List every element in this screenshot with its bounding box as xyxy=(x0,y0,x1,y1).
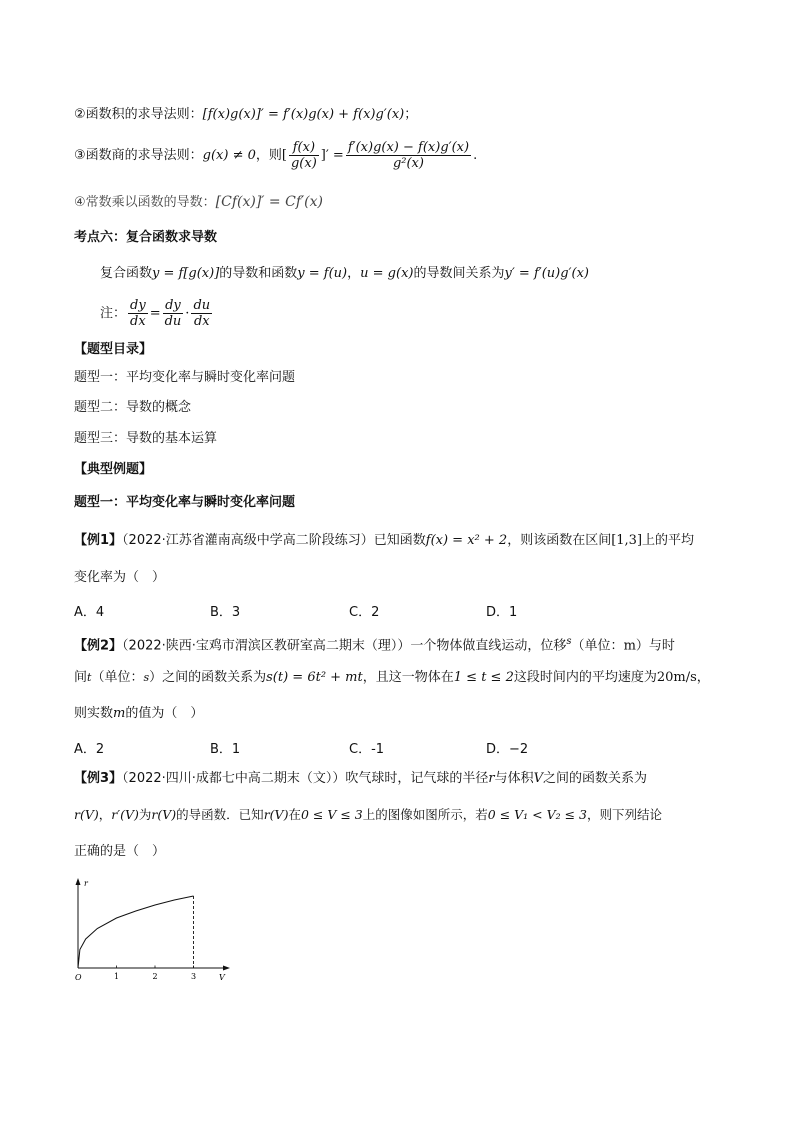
x-tick-label: 2 xyxy=(152,972,158,981)
example-3-line-1: 【例3】（2022·四川·成都七中高二期末（文））吹气球时，记气球的半径r与体积V之间的函数关系为 xyxy=(74,771,648,786)
example-3-line-3: 正确的是（ ） xyxy=(74,844,166,859)
rule-constant: ④常数乘以函数的导数：[Cf(x)]′ = Cf′(x) xyxy=(74,194,323,210)
catalog-item: 题型一：平均变化率与瞬时变化率问题 xyxy=(74,370,296,385)
examples-heading: 【典型例题】 xyxy=(74,462,153,477)
example-2-line-2: 间t（单位：s）之间的函数关系为s(t) = 6t² + mt，且这一物体在1 ≤ t ≤ 2这段时间内的平均速度为20m/s， xyxy=(74,670,710,685)
r-curve xyxy=(78,896,194,968)
section-six-title: 考点六：复合函数求导数 xyxy=(74,230,218,245)
origin-label: O xyxy=(75,973,82,982)
rule-product: ②函数积的求导法则：[f(x)g(x)]′ = f′(x)g(x) + f(x)g′(x)； xyxy=(74,107,418,122)
x-axis-arrow xyxy=(223,966,230,971)
note-fraction-3: $\frac{du}{dx}$ xyxy=(193,298,211,329)
catalog-heading: 【题型目录】 xyxy=(74,342,153,357)
example-1-option-c[interactable]: C．2 xyxy=(349,605,380,620)
composite-rule: 复合函数y = f[g(x)]的导数和函数y = f(u)，u = g(x)的导数间关系为y′ = f′(u)g′(x) xyxy=(100,266,589,281)
x-tick-label: 3 xyxy=(191,972,197,981)
example-2-option-d[interactable]: D．−2 xyxy=(486,742,529,757)
r-of-v-graph xyxy=(66,876,236,986)
catalog-item: 题型三：导数的基本运算 xyxy=(74,431,218,446)
y-axis-arrow xyxy=(76,878,81,885)
type-one-title: 题型一：平均变化率与瞬时变化率问题 xyxy=(74,495,296,510)
example-1-line-2: 变化率为（ ） xyxy=(74,570,166,585)
x-tick-label: 1 xyxy=(114,972,120,981)
example-1-option-b[interactable]: B．3 xyxy=(210,605,241,620)
rule-quotient: ③函数商的求导法则：g(x) ≠ 0，则[ $\frac{f(x)}{g(x)}$ ]′ = $\frac{f'(x)g(x) - f(x)g'(x)}{\text{g²(x)}}$ . xyxy=(74,140,478,171)
y-axis-label: r xyxy=(84,879,88,888)
quotient-inner-fraction: $\frac{f(x)}{g(x)}$ xyxy=(290,140,317,171)
quotient-result-fraction: $\frac{f'(x)g(x) - f(x)g'(x)}{\text{g²(x)}}$ xyxy=(347,140,470,171)
note-fraction-1: $\frac{dy}{dx}$ xyxy=(130,298,146,329)
example-2-line-3: 则实数m的值为（ ） xyxy=(74,706,204,721)
example-2-option-c[interactable]: C．-1 xyxy=(349,742,385,757)
example-2-option-b[interactable]: B．1 xyxy=(210,742,241,757)
example-2-option-a[interactable]: A．2 xyxy=(74,742,105,757)
composite-note: 注： $\frac{dy}{dx}$ = $\frac{dy}{du}$ · $\frac{du}{dx}$ xyxy=(100,298,211,329)
example-1-option-d[interactable]: D．1 xyxy=(486,605,518,620)
example-2-line-1: 【例2】（2022·陕西·宝鸡市渭滨区教研室高二期末（理））一个物体做直线运动，位移$^s$（单位：m）与时 xyxy=(74,636,675,654)
note-fraction-2: $\frac{dy}{du}$ xyxy=(164,298,182,329)
catalog-item: 题型二：导数的概念 xyxy=(74,400,192,415)
example-3-line-2: r(V)，r′(V)为r(V)的导函数．已知r(V)在0 ≤ V ≤ 3上的图像如图所示，若0 ≤ V₁ < V₂ ≤ 3，则下列结论 xyxy=(74,807,663,822)
x-axis-label: V xyxy=(219,973,225,982)
example-1-option-a[interactable]: A．4 xyxy=(74,605,105,620)
example-1-line-1: 【例1】（2022·江苏省灌南高级中学高二阶段练习）已知函数f(x) = x² + 2，则该函数在区间[1,3]上的平均 xyxy=(74,533,695,548)
